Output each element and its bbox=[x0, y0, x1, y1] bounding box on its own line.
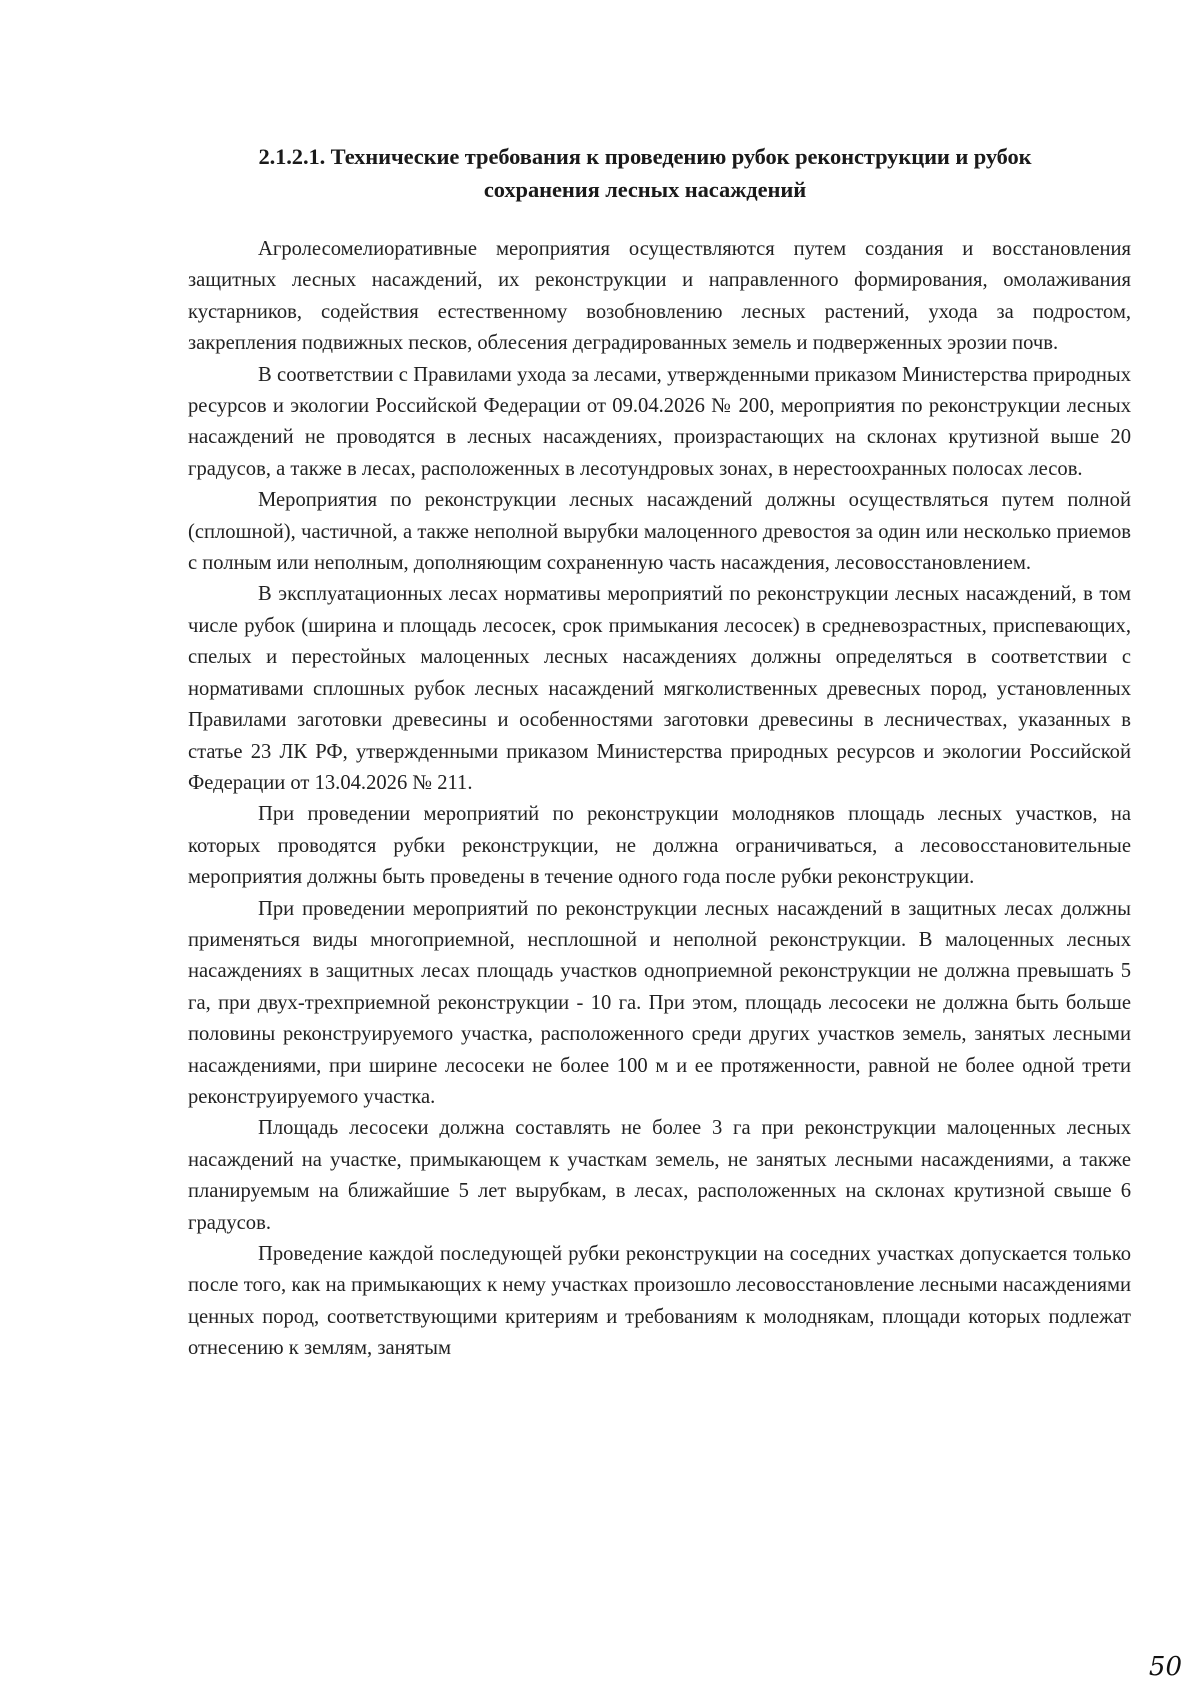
section-heading-line-1: 2.1.2.1. Технические требования к проведению рубок реконструкции и рубок bbox=[258, 144, 1032, 169]
document-body bbox=[188, 234, 1131, 1365]
paragraph-4: В эксплуатационных лесах нормативы мероприятий по реконструкции лесных насаждений, в том числе рубок (ширина и площадь лесосек, срок примыкания лесосек) в средневозрастных, приспевающих, спелых и перестойных малоценных лесных насаждениях должны определяться в соответствии с нормативами сплошных рубок лесных насаждений мягколиственных древесных пород, установленных Правилами заготовки древесины и особенностями заготовки древесины в лесничествах, указанных в статье 23 ЛК РФ, утвержденными приказом Министерства природных ресурсов и экологии Российской Федерации от 13.04.2026 № 211. bbox=[188, 583, 1131, 794]
paragraph-6: При проведении мероприятий по реконструкции лесных насаждений в защитных лесах должны применяться виды многоприемной, несплошной и неполной реконструкции. В малоценных лесных насаждениях в защитных лесах площадь участков одноприемной реконструкции не должна превышать 5 га, при двух-трехприемной реконструкции - 10 га. При этом, площадь лесосеки не должна быть больше половины реконструируемого участка, расположенного среди других участков земель, занятых лесными насаждениями, при ширине лесосеки не более 100 м и ее протяженности, равной не более одной трети реконструируемого участка. bbox=[188, 897, 1131, 1108]
paragraph-8: Проведение каждой последующей рубки реконструкции на соседних участках допускается только после того, как на примыкающих к нему участках произошло лесовосстановление лесными насаждениями ценных пород, соответствующими критериям и требованиям к молоднякам, площади которых подлежат отнесению к землям, занятым bbox=[188, 1243, 1131, 1360]
page-number: 50 bbox=[1148, 1652, 1182, 1682]
paragraph-3: Мероприятия по реконструкции лесных насаждений должны осуществляться путем полной (сплошной), частичной, а также неполной вырубки малоценного древостоя за один или несколько приемов с полным или неполным, дополняющим сохраненную часть насаждения, лесовосстановлением. bbox=[188, 489, 1131, 575]
paragraph-2: В соответствии с Правилами ухода за лесами, утвержденными приказом Министерства природных ресурсов и экологии Российской Федерации от 09.04.2026 № 200, мероприятия по реконструкции лесных насаждений не проводятся в лесных насаждениях, произрастающих на склонах крутизной выше 20 градусов, а также в лесах, расположенных в лесотундровых зонах, в нерестоохранных полосах лесов. bbox=[188, 363, 1131, 480]
paragraph-1: Агролесомелиоративные мероприятия осуществляются путем создания и восстановления защитных лесных насаждений, их реконструкции и направленного формирования, омолаживания кустарников, содействия естественному возобновлению лесных растений, ухода за подростом, закрепления подвижных песков, облесения деградированных земель и подверженных эрозии почв. bbox=[188, 238, 1131, 355]
section-heading bbox=[180, 140, 1110, 206]
paragraph-7: Площадь лесосеки должна составлять не более 3 га при реконструкции малоценных лесных насаждений на участке, примыкающем к участкам земель, не занятых лесными насаждениями, а также планируемым на ближайшие 5 лет вырубкам, в лесах, расположенных на склонах крутизной свыше 6 градусов. bbox=[188, 1117, 1131, 1234]
paragraph-5: При проведении мероприятий по реконструкции молодняков площадь лесных участков, на которых проводятся рубки реконструкции, не должна ограничиваться, а лесовосстановительные мероприятия должны быть проведены в течение одного года после рубки реконструкции. bbox=[188, 803, 1131, 889]
section-heading-line-2: сохранения лесных насаждений bbox=[483, 177, 807, 202]
